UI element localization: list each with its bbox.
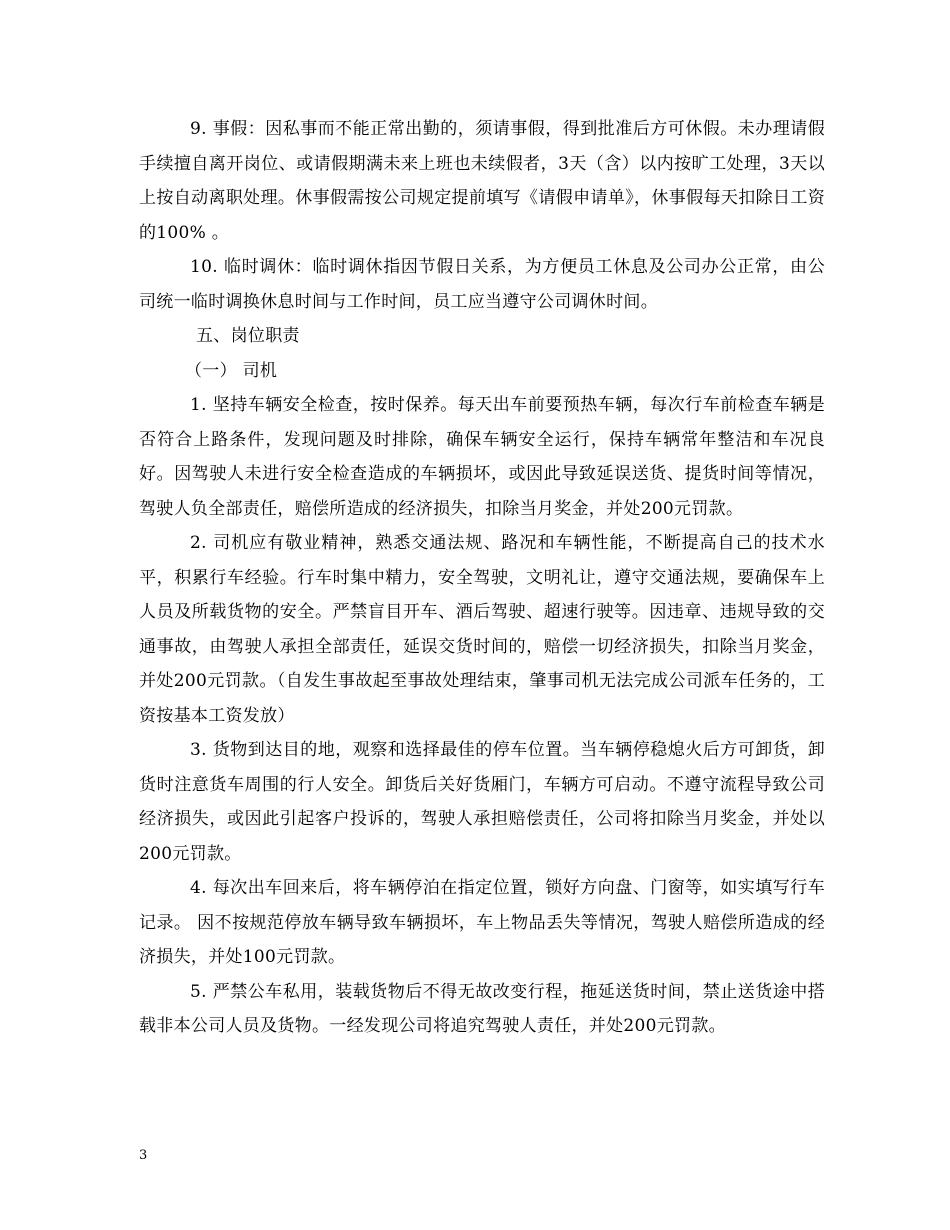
section-heading-job-duties: 五、岗位职责 [196, 326, 300, 346]
paragraph-item-9: 9. 事假：因私事而不能正常出勤的，须请事假，得到批准后方可休假。未办理请假手续擅自离开岗位、或请假期满未来上班也未续假者，3天（含）以内按旷工处理，3天以上按自动离职处理。休事假需按公司规定提前填写《请假申请单》，休事假每天扣除日工资的100% 。 [139, 119, 825, 243]
document-body [139, 112, 825, 1044]
paragraph-duty-3: 3. 货物到达目的地，观察和选择最佳的停车位置。当车辆停稳熄火后方可卸货，卸货时注意货车周围的行人安全。卸货后关好货厢门，车辆方可启动。不遵守流程导致公司经济损失，或因此引起客户投诉的，驾驶人承担赔偿责任，公司将扣除当月奖金，并处以200元罚款。 [139, 740, 825, 864]
page-number: 3 [139, 1148, 148, 1163]
paragraph-duty-2: 2. 司机应有敬业精神，熟悉交通法规、路况和车辆性能，不断提高自己的技术水平，积累行车经验。行车时集中精力，安全驾驶，文明礼让，遵守交通法规，要确保车上人员及所载货物的安全。严禁盲目开车、酒后驾驶、超速行驶等。因违章、违规导致的交通事故，由驾驶人承担全部责任，延误交货时间的，赔偿一切经济损失，扣除当月奖金，并处200元罚款。（自发生事故起至事故处理结束，肇事司机无法完成公司派车任务的，工资按基本工资发放） [139, 533, 825, 726]
paragraph-duty-5: 5. 严禁公车私用，装载货物后不得无故改变行程，拖延送货时间，禁止送货途中搭载非本公司人员及货物。一经发现公司将追究驾驶人责任，并处200元罚款。 [139, 981, 825, 1036]
paragraph-duty-1: 1. 坚持车辆安全检查，按时保养。每天出车前要预热车辆，每次行车前检查车辆是否符合上路条件，发现问题及时排除，确保车辆安全运行，保持车辆常年整洁和车况良好。因驾驶人未进行安全检查造成的车辆损坏，或因此导致延误送货、提货时间等情况，驾驶人负全部责任，赔偿所造成的经济损失，扣除当月奖金，并处200元罚款。 [139, 395, 825, 519]
paragraph-item-10: 10. 临时调休：临时调休指因节假日关系，为方便员工休息及公司办公正常，由公司统一临时调换休息时间与工作时间，员工应当遵守公司调休时间。 [139, 257, 825, 312]
paragraph-duty-4: 4. 每次出车回来后，将车辆停泊在指定位置，锁好方向盘、门窗等，如实填写行车记录。 因不按规范停放车辆导致车辆损坏，车上物品丢失等情况，驾驶人赔偿所造成的经济损失，并处100元罚款。 [139, 878, 825, 967]
subsection-heading-driver: （一） 司机 [185, 360, 278, 381]
